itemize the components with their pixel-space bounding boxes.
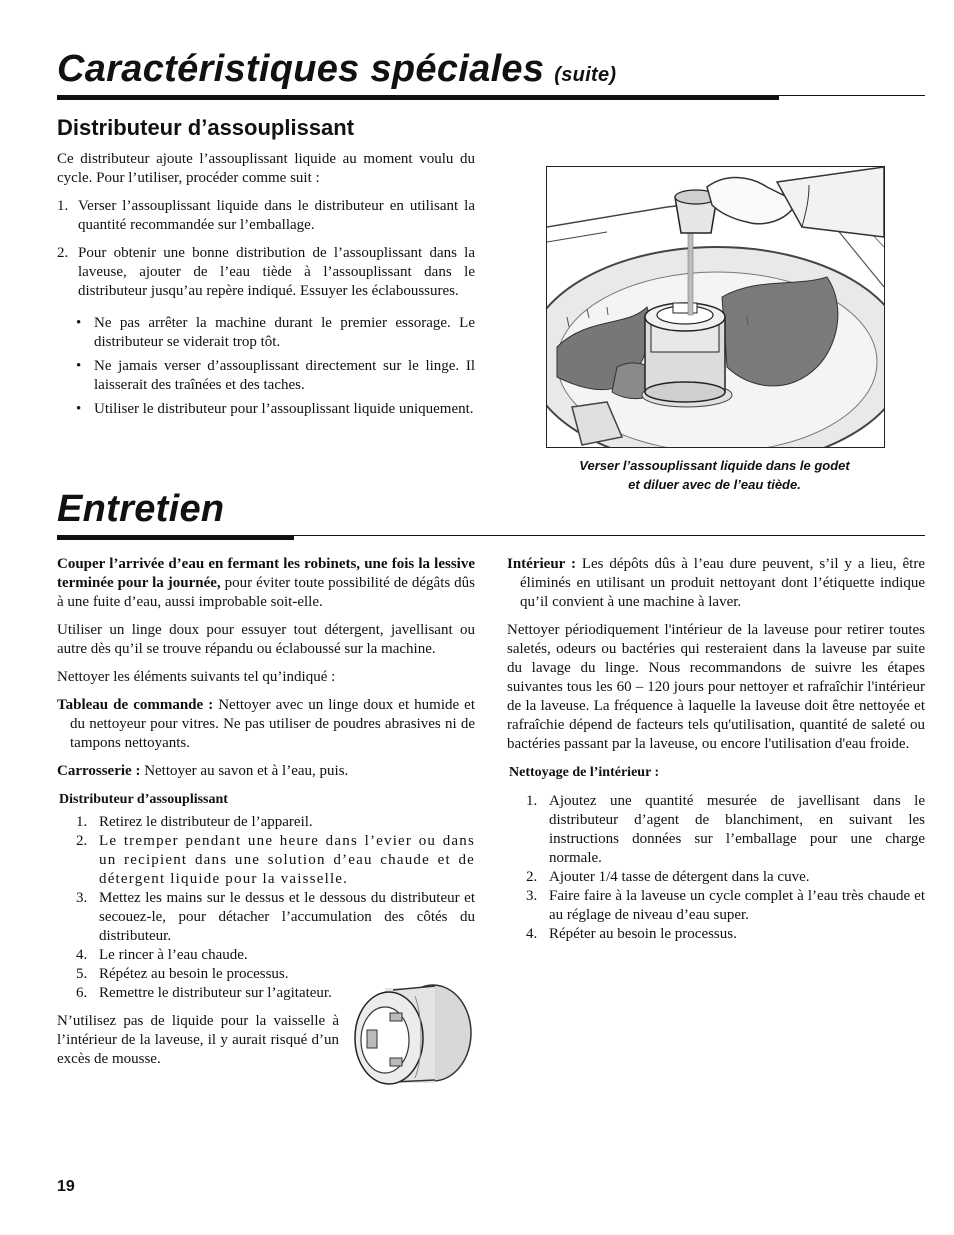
dispenser-illustration: [345, 978, 477, 1100]
page-number: 19: [57, 1178, 75, 1195]
list-item: 2. Pour obtenir une bonne distribution de l’assouplissant dans la laveuse, ajouter de l’eau tiède à l’assouplissant dans le distributeur jusqu’au repère indiqué. Essuyer les éclaboussures.: [57, 245, 475, 299]
figure-caption: Verser l’assouplissant liquide dans le godet et diluer avec de l’eau tiède.: [579, 458, 850, 492]
maintenance-right-column: [507, 555, 925, 944]
washer-tub-drawing: [547, 167, 884, 447]
list-item: 6. Remettre le distributeur sur l’agitateur.: [76, 985, 332, 1001]
list-item: 4. Répéter au besoin le processus.: [526, 926, 737, 942]
control-panel-paragraph: Tableau de commande : Nettoyer avec un linge doux et humide et du nettoyeur pour vitres. Ne pas utiliser de poudres abrasives ni de tampons nettoyants.: [57, 697, 475, 751]
clean-intro: Nettoyer les éléments suivants tel qu’indiqué :: [57, 669, 336, 685]
interior-cleaning-steps: [507, 792, 925, 944]
cabinet-paragraph: Carrosserie : Nettoyer au savon et à l’eau, puis.: [57, 763, 349, 779]
list-item: 3. Mettez les mains sur le dessus et le dessous du distributeur et secouez-le, pour détacher l’accumulation des côtés du distributeur.: [76, 890, 475, 944]
list-item: 2. Ajouter 1/4 tasse de détergent dans la cuve.: [526, 869, 810, 885]
section-title-maintenance: Entretien: [57, 488, 225, 530]
dispenser-cleaning-steps: [57, 813, 475, 1003]
dish-liquid-note: N’utilisez pas de liquide pour la vaisselle à l’intérieur de la laveuse, il y aurait risqué d’un excès de mousse.: [57, 1013, 339, 1067]
title-suffix: (suite): [554, 64, 617, 86]
interior-cleaning-subheading: Nettoyage de l’intérieur :: [509, 765, 660, 780]
softener-text: [57, 150, 475, 424]
list-item: • Utiliser le distributeur pour l’assouplissant liquide uniquement.: [76, 401, 474, 417]
water-shutoff-paragraph: Couper l’arrivée d’eau en fermant les robinets, une fois la lessive terminée pour la journée, pour éviter toute possibilité de dégâts dûs à une fuite d’eau, aussi improbable soit-elle.: [57, 556, 475, 610]
title-text: Caractéristiques spéciales: [57, 48, 545, 90]
maintenance-rule-thin: [294, 535, 925, 536]
list-item: 1. Retirez le distributeur de l’appareil.: [76, 814, 313, 830]
maintenance-rule-thick: [57, 535, 294, 540]
title-rule-thick: [57, 95, 779, 100]
list-item: • Ne jamais verser d’assouplissant directement sur le linge. Il laisserait des traînées et des taches.: [76, 358, 475, 393]
list-item: 5. Répétez au besoin le processus.: [76, 966, 289, 982]
title-rule-thin: [779, 95, 925, 96]
list-item: 1. Ajoutez une quantité mesurée de javellisant dans le distributeur d’agent de blanchiment, en suivant les instructions données sur l’emballage pour une charge normale.: [526, 793, 925, 866]
list-item: • Ne pas arrêter la machine durant le premier essorage. Le distributeur se viderait trop tôt.: [76, 315, 475, 350]
softener-illustration: [546, 166, 885, 448]
wipe-paragraph: Utiliser un linge doux pour essuyer tout détergent, javellisant ou autre dès qu’il se trouve répandu ou éclaboussé sur la machine.: [57, 622, 475, 657]
softener-steps: [57, 197, 475, 301]
list-item: 1. Verser l’assouplissant liquide dans le distributeur en utilisant la quantité recommandée sur l’emballage.: [57, 198, 475, 233]
section-heading-softener: Distributeur d’assouplissant: [57, 115, 355, 140]
list-item: 3. Faire faire à la laveuse un cycle complet à l’eau très chaude et au réglage de niveau d’eau super.: [526, 888, 925, 923]
page-title: [57, 48, 616, 91]
interior-paragraph: Intérieur : Les dépôts dûs à l’eau dure peuvent, s’il y a lieu, être éliminés en utilisant un produit nettoyant dont l’étiquette indique qu’il convient à une machine à laver.: [507, 556, 925, 610]
list-item: 2. Le tremper pendant une heure dans l’evier ou dans un recipient dans une solution d’eau chaude et de détergent liquide pour la vaisselle.: [76, 833, 475, 887]
dispenser-drawing: [345, 978, 477, 1100]
periodic-cleaning-paragraph: Nettoyer périodiquement l'intérieur de la laveuse pour retirer toutes saletés, odeurs ou bactéries qui resteraient dans la laveuse par suite du lavage du linge. Nous recommandons de suivre les étapes suivantes tous les 60 – 120 jours pour nettoyer et rafraîchir l'intérieur de la laveuse. La fréquence à laquelle la laveuse doit être nettoyée et rafraîchie dépend de facteurs tels qu'utilisation, quantité de saleté ou bactéries passant par la laveuse, ou encore l'utilisation d'eau froide.: [507, 622, 925, 752]
softener-intro: Ce distributeur ajoute l’assouplissant liquide au moment voulu du cycle. Pour l’utiliser, procéder comme suit :: [57, 151, 475, 186]
list-item: 4. Le rincer à l’eau chaude.: [76, 947, 248, 963]
dispenser-subheading: Distributeur d’assouplissant: [59, 792, 228, 807]
softener-bullets: [57, 314, 475, 419]
